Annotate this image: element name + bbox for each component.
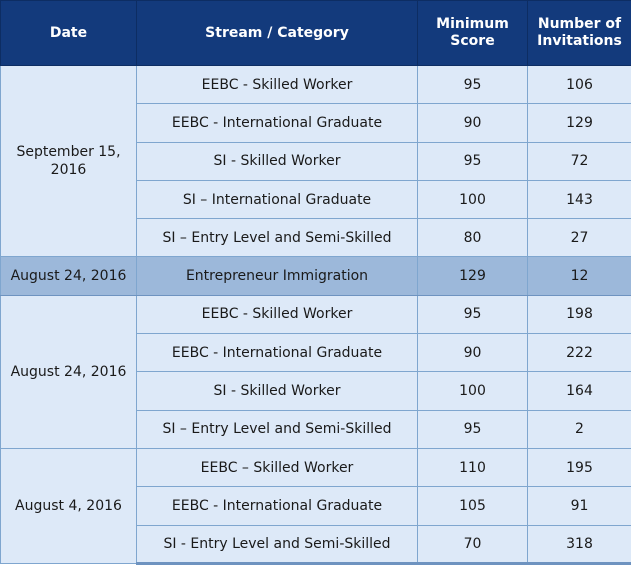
stream-cell: EEBC - Skilled Worker — [137, 295, 418, 333]
min-score-cell: 95 — [418, 66, 528, 104]
invitations-cell: 2 — [528, 410, 631, 448]
min-score-cell: 80 — [418, 219, 528, 257]
table-row — [1, 66, 631, 104]
stream-cell: SI – International Graduate — [137, 180, 418, 218]
min-score-cell: 90 — [418, 104, 528, 142]
stream-cell: EEBC - Skilled Worker — [137, 66, 418, 104]
date-line2: 2016 — [50, 162, 87, 179]
invitations-cell: 27 — [528, 219, 631, 257]
min-score-cell: 95 — [418, 295, 528, 333]
stream-cell: SI - Entry Level and Semi-Skilled — [137, 525, 418, 563]
header-min-score-line1: Minimum — [436, 16, 509, 32]
date-cell — [1, 66, 137, 257]
header-invitations — [528, 1, 631, 66]
invitations-cell: 129 — [528, 104, 631, 142]
date-line1: September 15, — [16, 144, 121, 161]
invitations-cell: 91 — [528, 487, 631, 525]
stream-cell: Entrepreneur Immigration — [137, 257, 418, 295]
stream-cell: SI – Entry Level and Semi-Skilled — [137, 219, 418, 257]
header-invitations-line2: Invitations — [537, 33, 622, 49]
stream-cell: EEBC - International Graduate — [137, 487, 418, 525]
invitations-cell: 164 — [528, 372, 631, 410]
date-cell: August 4, 2016 — [1, 448, 137, 563]
stream-cell: SI - Skilled Worker — [137, 372, 418, 410]
table-row — [1, 448, 631, 486]
min-score-cell: 70 — [418, 525, 528, 563]
min-score-cell: 95 — [418, 410, 528, 448]
table-row-highlighted — [1, 257, 631, 295]
invitations-cell: 198 — [528, 295, 631, 333]
min-score-cell: 100 — [418, 372, 528, 410]
header-stream — [137, 1, 418, 66]
min-score-cell: 95 — [418, 142, 528, 180]
min-score-cell: 110 — [418, 448, 528, 486]
table-row — [1, 295, 631, 333]
stream-cell: EEBC – Skilled Worker — [137, 448, 418, 486]
header-date-label: Date — [49, 24, 88, 41]
header-stream-label: Stream / Category — [205, 24, 349, 41]
header-date — [1, 1, 137, 66]
min-score-cell: 100 — [418, 180, 528, 218]
stream-cell: SI – Entry Level and Semi-Skilled — [137, 410, 418, 448]
stream-cell: EEBC - International Graduate — [137, 104, 418, 142]
invitations-cell: 195 — [528, 448, 631, 486]
stream-cell: SI - Skilled Worker — [137, 142, 418, 180]
min-score-cell: 129 — [418, 257, 528, 295]
invitations-cell: 318 — [528, 525, 631, 563]
date-cell: August 24, 2016 — [1, 295, 137, 448]
min-score-cell: 105 — [418, 487, 528, 525]
header-min-score — [418, 1, 528, 66]
header-row — [1, 1, 631, 66]
min-score-cell: 90 — [418, 334, 528, 372]
invitations-cell: 222 — [528, 334, 631, 372]
invitations-cell: 12 — [528, 257, 631, 295]
stream-cell: EEBC - International Graduate — [137, 334, 418, 372]
header-invitations-line1: Number of — [537, 16, 622, 32]
invitations-cell: 72 — [528, 142, 631, 180]
invitations-cell: 143 — [528, 180, 631, 218]
invitations-cell: 106 — [528, 66, 631, 104]
date-cell: August 24, 2016 — [1, 257, 137, 295]
header-min-score-line2: Score — [450, 33, 495, 49]
